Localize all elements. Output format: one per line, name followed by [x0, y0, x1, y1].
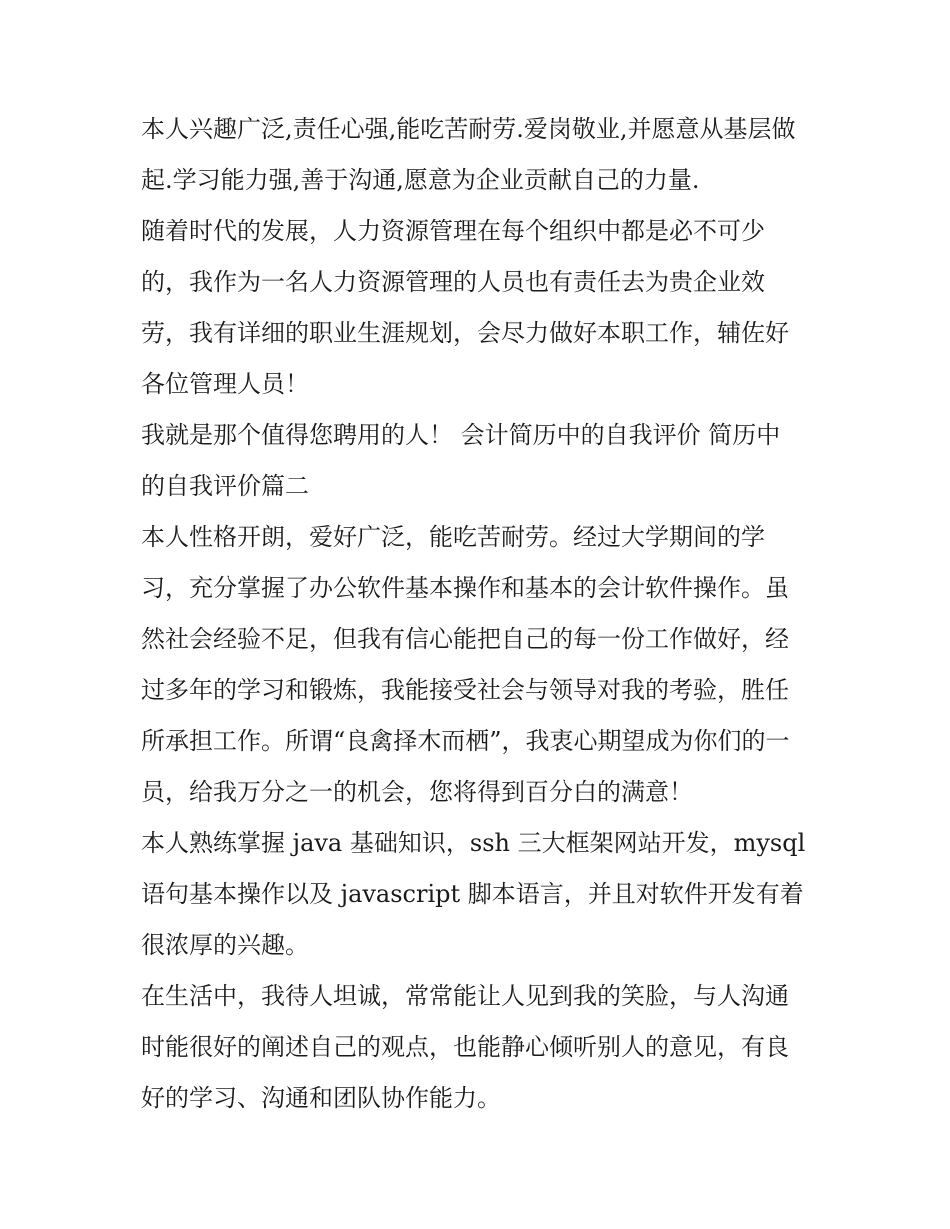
text-line: 本人兴趣广泛,责任心强,能吃苦耐劳.爱岗敬业,并愿意从基层做 — [141, 115, 796, 143]
text-line: 本人熟练掌握 java 基础知识，ssh 三大框架网站开发，mysql — [141, 829, 806, 857]
text-line: 过多年的学习和锻炼，我能接受社会与领导对我的考验，胜任 — [141, 676, 789, 704]
paragraph-personality — [141, 512, 821, 818]
document-body — [141, 104, 821, 1124]
text-line: 劳，我有详细的职业生涯规划，会尽力做好本职工作，辅佐好 — [141, 319, 789, 347]
text-line: 的自我评价篇二 — [141, 472, 309, 500]
paragraph-hr-management — [141, 206, 821, 410]
text-line: 随着时代的发展，人力资源管理在每个组织中都是必不可少 — [141, 217, 765, 245]
text-line: 各位管理人员！ — [141, 370, 309, 398]
text-line: 时能很好的阐述自己的观点，也能静心倾听别人的意见，有良 — [141, 1033, 789, 1061]
text-line: 员，给我万分之一的机会，您将得到百分白的满意！ — [141, 778, 693, 806]
text-line: 语句基本操作以及 javascript 脚本语言，并且对软件开发有着 — [141, 880, 804, 908]
text-line: 然社会经验不足，但我有信心能把自己的每一份工作做好，经 — [141, 625, 789, 653]
text-line: 本人性格开朗，爱好广泛，能吃苦耐劳。经过大学期间的学 — [141, 523, 765, 551]
text-line: 习，充分掌握了办公软件基本操作和基本的会计软件操作。虽 — [141, 574, 789, 602]
text-line: 我就是那个值得您聘用的人！ 会计简历中的自我评价 简历中 — [141, 421, 781, 449]
paragraph-section-heading — [141, 410, 821, 512]
text-line: 的，我作为一名人力资源管理的人员也有责任去为贵企业效 — [141, 268, 765, 296]
text-line: 很浓厚的兴趣。 — [141, 931, 309, 959]
text-line: 所承担工作。所谓“良禽择木而栖”，我衷心期望成为你们的一 — [141, 727, 790, 755]
text-line: 起.学习能力强,善于沟通,愿意为企业贡献自己的力量. — [141, 166, 700, 194]
paragraph-technical-skills — [141, 818, 821, 971]
paragraph-communication — [141, 971, 821, 1124]
text-line: 在生活中，我待人坦诚，常常能让人见到我的笑脸，与人沟通 — [141, 982, 789, 1010]
paragraph-interests — [141, 104, 821, 206]
text-line: 好的学习、沟通和团队协作能力。 — [141, 1084, 501, 1112]
